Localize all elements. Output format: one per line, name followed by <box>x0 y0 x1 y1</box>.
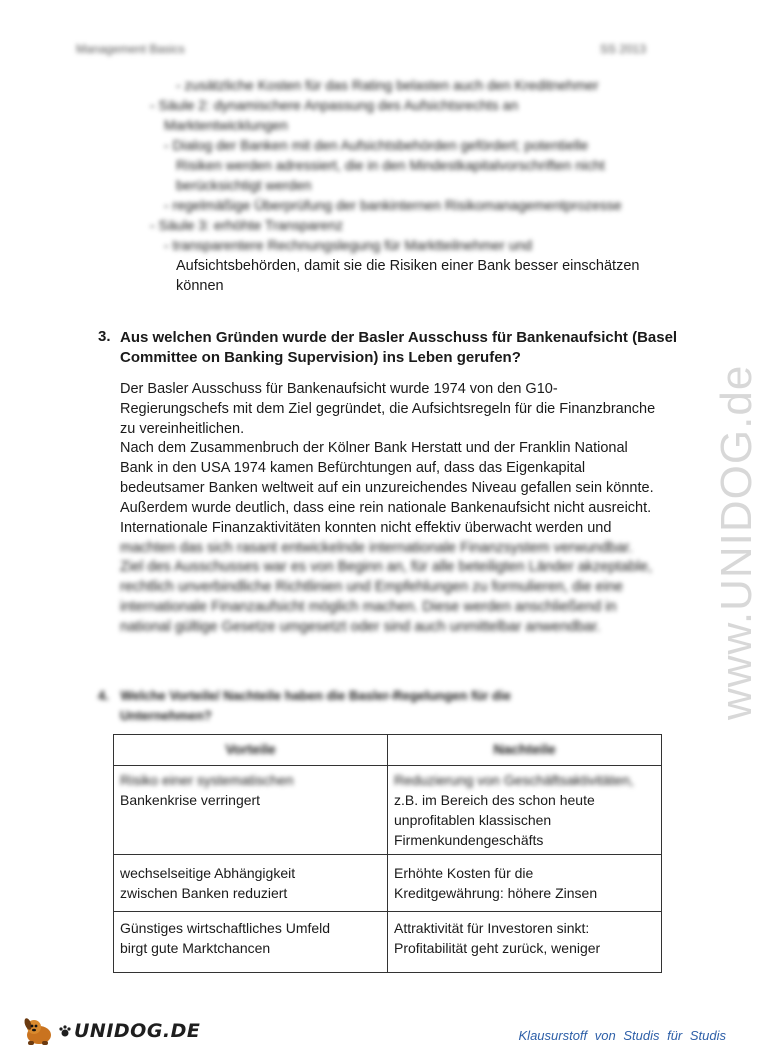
header-cons: Nachteile <box>388 735 662 766</box>
paw-icon <box>58 1024 72 1038</box>
blurred-answer-line: machten das sich rasant entwickelnde internationale Finanzsystem verwundbar. <box>120 539 633 556</box>
watermark: www.UNIDOG.de <box>712 364 761 720</box>
blurred-line: - Dialog der Banken mit den Aufsichtsbehörden gefördert; potentielle <box>164 137 589 153</box>
question-3-title-line: Aus welchen Gründen wurde der Basler Ausschuss für Bankenaufsicht (Basel <box>120 329 678 346</box>
table-header-row <box>114 735 662 766</box>
text-line: können <box>176 278 224 294</box>
table-row <box>114 766 662 855</box>
answer-line: Bank in den USA 1974 kamen Befürchtungen auf, dass das Eigenkapital <box>120 460 586 477</box>
answer-line: Der Basler Ausschuss für Bankenaufsicht wurde 1974 von den G10- <box>120 381 558 397</box>
blurred-line: - Säule 2: dynamischere Anpassung des Aufsichtsrechts an <box>150 97 519 113</box>
answer-line: Außerdem wurde deutlich, dass eine rein nationale Bankenaufsicht nicht ausreicht. <box>120 499 652 516</box>
cell-blurred-line: Risiko einer systematischen <box>120 772 294 788</box>
header-semester: SS 2013 <box>599 42 646 56</box>
answer-line: zu vereinheitlichen. <box>120 420 245 437</box>
question-3-title-line: Committee on Banking Supervision) ins Leben gerufen? <box>120 349 521 366</box>
blurred-line: - regelmäßige Überprüfung der bankinternen Risikomanagementprozesse <box>164 197 622 213</box>
table-row <box>114 855 662 912</box>
blurred-answer-line: internationale Finanzaufsicht möglich machen. Diese werden anschließend in <box>120 598 617 615</box>
cell-text: Bankenkrise verringert <box>120 792 261 808</box>
blurred-line: - zusätzliche Kosten für das Rating belasten auch den Kreditnehmer <box>176 77 599 93</box>
question-4-title-line: Welche Vorteile/ Nachteile haben die Basler-Regelungen für die <box>120 688 511 703</box>
footer-tagline: Klausurstoff von Studis für Studis <box>518 1028 726 1043</box>
question-3-title <box>120 328 690 368</box>
answer-line-partial: Internationale Finanzaktivitäten konnten nicht effektiv überwacht werden und <box>120 519 612 536</box>
cell-text: Erhöhte Kosten für die Kreditgewährung: höhere Zinsen <box>394 865 598 901</box>
cell-text: z.B. im Bereich des schon heute unprofitablen klassischen Firmenkundengeschäfts <box>394 792 595 848</box>
logo-text: UNIDOG.DE <box>74 1020 201 1042</box>
answer-line: Nach dem Zusammenbruch der Kölner Bank Herstatt und der Franklin National <box>120 440 628 457</box>
text-line: Aufsichtsbehörden, damit sie die Risiken einer Bank besser einschätzen <box>176 258 640 274</box>
cons-cell <box>388 912 662 973</box>
question-3-number: 3. <box>98 328 111 345</box>
question-4-title-line: Unternehmen? <box>120 708 212 723</box>
header-pros: Vorteile <box>114 735 388 766</box>
table-row <box>114 912 662 973</box>
page-header <box>76 42 646 56</box>
footer-logo <box>22 1016 200 1046</box>
pros-cell <box>114 912 388 973</box>
answer-line: bedeutsamer Banken weltweit auf ein unzureichendes Niveau gefallen sein könnte. <box>120 479 654 496</box>
answer-line: Regierungschefs mit dem Ziel gegründet, die Aufsichtsregeln für die Finanzbranche <box>120 400 656 417</box>
cell-blurred-line: Reduzierung von Geschäftsaktivitäten, <box>394 772 634 788</box>
pros-cell <box>114 855 388 912</box>
blurred-answer-line: rechtlich unverbindliche Richtlinien und Empfehlungen zu formulieren, die eine <box>120 579 623 596</box>
blurred-line: Marktentwicklungen <box>164 117 288 133</box>
blurred-line: Risiken werden adressiert, die in den Mindestkapitalvorschriften nicht <box>176 157 605 173</box>
question-4 <box>98 686 511 726</box>
cell-text: Günstiges wirtschaftliches Umfeld birgt gute Marktchancen <box>120 920 331 956</box>
pros-cell <box>114 766 388 855</box>
dog-mascot-icon <box>22 1016 56 1046</box>
question-4-number: 4. <box>98 688 109 703</box>
cell-text: wechselseitige Abhängigkeit zwischen Banken reduziert <box>120 865 296 901</box>
blurred-line: berücksichtigt werden <box>176 177 312 193</box>
cons-cell <box>388 766 662 855</box>
blurred-line: - transparentere Rechnungslegung für Marktteilnehmer und <box>164 237 533 253</box>
pros-cons-table <box>113 734 662 973</box>
question-3-answer <box>120 380 690 638</box>
blurred-answer-line: Ziel des Ausschusses war es von Beginn an, für alle beteiligten Länder akzeptable, <box>120 559 652 576</box>
blurred-answer-line: national gültige Gesetze umgesetzt oder sind auch unmittelbar anwendbar. <box>120 618 601 635</box>
blurred-line: - Säule 3: erhöhte Transparenz <box>150 217 344 233</box>
header-course: Management Basics <box>76 42 185 56</box>
cons-cell <box>388 855 662 912</box>
cell-text: Attraktivität für Investoren sinkt: Profitabilität geht zurück, weniger <box>394 920 601 956</box>
